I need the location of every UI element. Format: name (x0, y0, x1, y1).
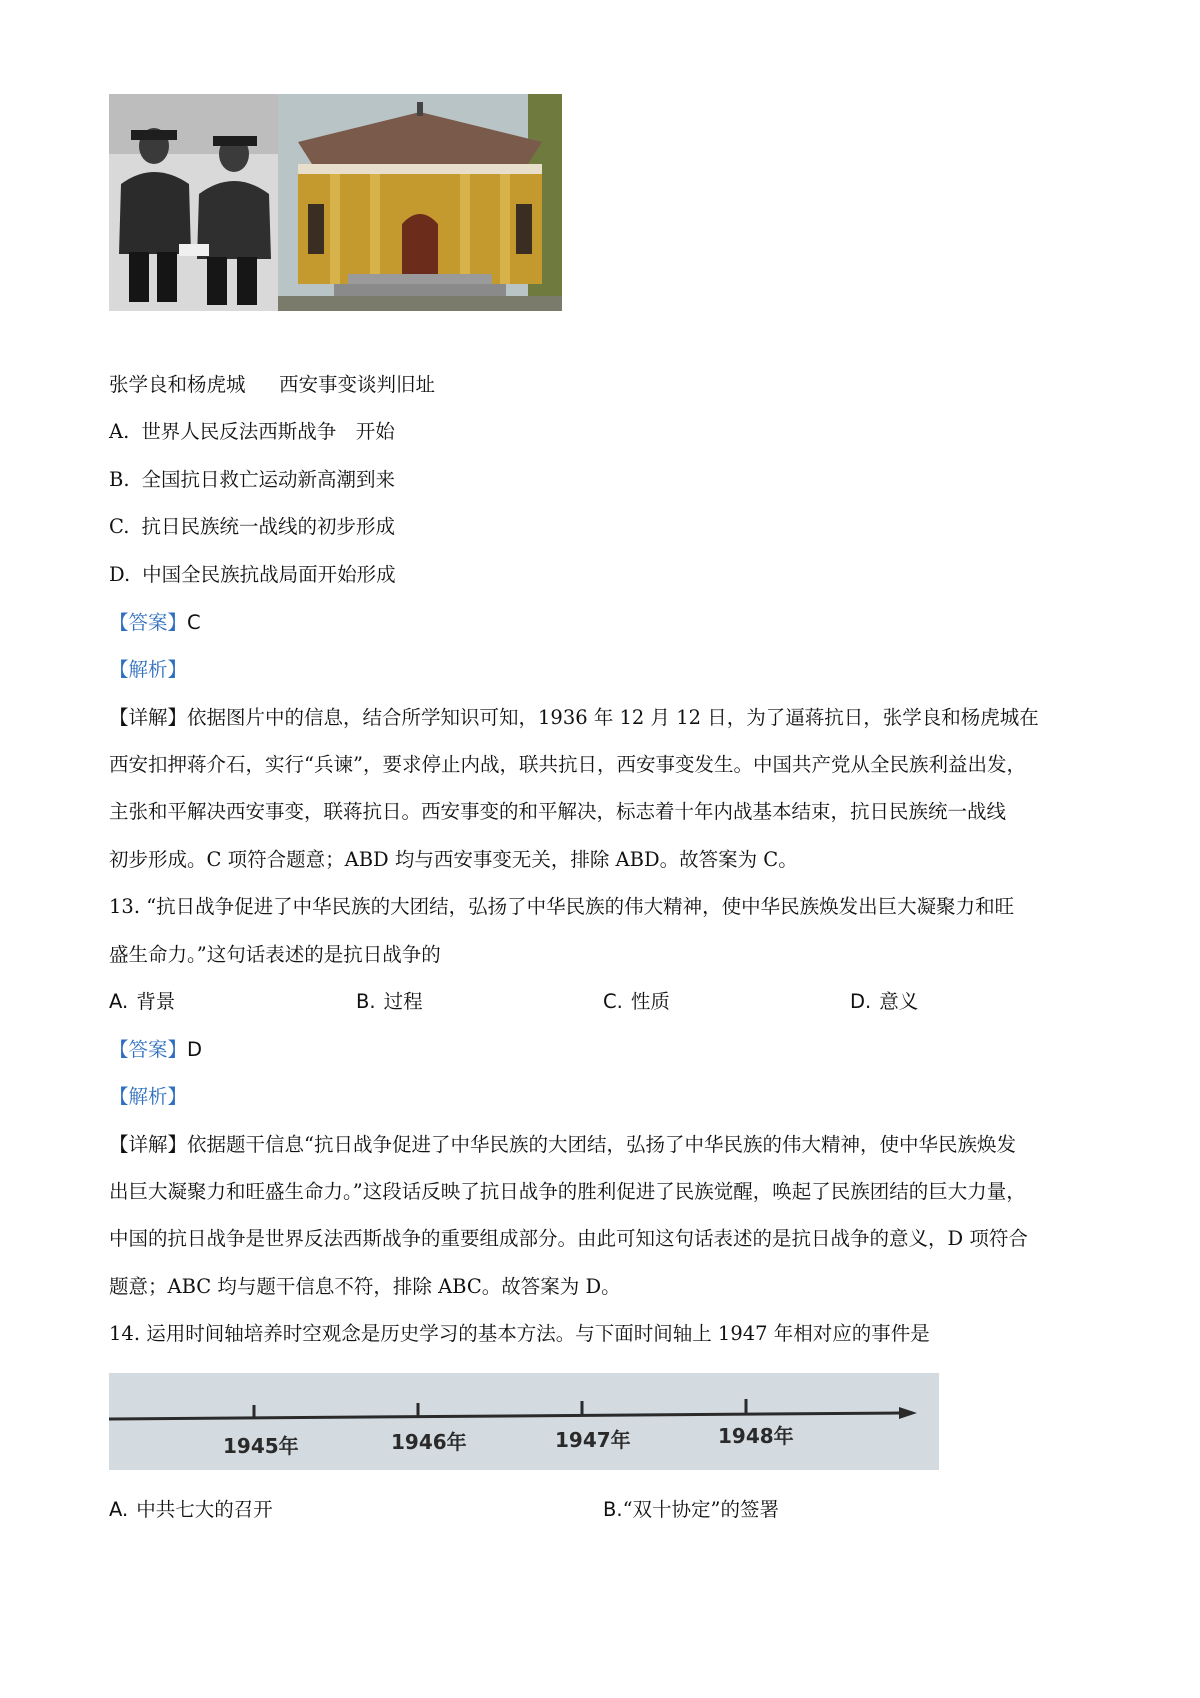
answer-value: C (187, 611, 201, 634)
answer-tag: 【答案】 (109, 611, 188, 634)
option-letter: A. (109, 1498, 129, 1521)
option-text: 背景 (136, 990, 176, 1013)
q13-detail-line-2: 出巨大凝聚力和旺盛生命力。”这段话反映了抗日战争的胜利促进了民族觉醒，唤起了民族团结的巨大力量， (109, 1180, 1026, 1203)
option-text: 性质 (630, 990, 670, 1013)
option-letter: D. (109, 563, 131, 586)
option-text: 世界人民反法西斯战争 开始 (141, 420, 395, 443)
option-letter: C. (109, 515, 130, 538)
q12-detail-line-2: 西安扣押蒋介石，实行“兵谏”，要求停止内战，联共抗日，西安事变发生。中国共产党从全民族利益出发， (109, 753, 1026, 776)
photo-zhang-yang (109, 94, 278, 311)
q13-option-c (603, 992, 670, 1012)
q13-analysis-tag: 【解析】 (109, 1085, 188, 1108)
photo-xian-incident-site (278, 94, 562, 311)
option-text: 全国抗日救亡运动新高潮到来 (141, 468, 396, 491)
q12-detail-line-1: 【详解】依据图片中的信息，结合所学知识可知，1936 年 12 月 12 日，为了逼蒋抗日，张学良和杨虎城在 (109, 706, 1039, 729)
q14-stem: 14. 运用时间轴培养时空观念是历史学习的基本方法。与下面时间轴上 1947 年相对应的事件是 (109, 1322, 930, 1345)
q12-option-b (109, 470, 395, 490)
answer-tag: 【答案】 (109, 1038, 188, 1061)
option-text: 抗日民族统一战线的初步形成 (141, 515, 395, 538)
answer-value: D (187, 1038, 203, 1061)
q14-option-a (109, 1500, 273, 1520)
option-letter: B. (109, 468, 130, 491)
photo-xian-site-drawing (278, 94, 562, 311)
q12-analysis-tag: 【解析】 (109, 658, 188, 681)
option-text: “双十协定”的签署 (622, 1498, 780, 1521)
timeline-image (109, 1373, 939, 1470)
timeline-label-1947: 1947年 (555, 1428, 631, 1452)
q12-detail-line-4: 初步形成。C 项符合题意；ABD 均与西安事变无关，排除 ABD。故答案为 C。 (109, 848, 798, 871)
timeline-label-1945: 1945年 (223, 1434, 299, 1458)
q13-detail-line-1: 【详解】依据题干信息“抗日战争促进了中华民族的大团结，弘扬了中华民族的伟大精神，使中华民族焕发 (109, 1133, 1016, 1156)
option-text: 中国全民族抗战局面开始形成 (142, 563, 396, 586)
q12-detail-line-3: 主张和平解决西安事变，联蒋抗日。西安事变的和平解决，标志着十年内战基本结束，抗日民族统一战线 (109, 800, 1007, 823)
q13-stem-line-2: 盛生命力。”这句话表述的是抗日战争的 (109, 943, 441, 966)
option-letter: B. (356, 990, 376, 1013)
timeline-label-1948: 1948年 (718, 1424, 794, 1448)
q13-option-d (850, 992, 918, 1012)
q13-option-a (109, 992, 175, 1012)
option-letter: A. (109, 990, 129, 1013)
option-text: 过程 (383, 990, 423, 1013)
q13-option-b (356, 992, 423, 1012)
caption-left: 张学良和杨虎城 (109, 373, 246, 396)
q12-option-c (109, 517, 395, 537)
q12-answer-line (109, 613, 201, 633)
option-letter: C. (603, 990, 623, 1013)
q13-stem-line-1: 13. “抗日战争促进了中华民族的大团结，弘扬了中华民族的伟大精神，使中华民族焕发出巨大凝聚力和旺 (109, 895, 1015, 918)
timeline-label-1946: 1946年 (391, 1430, 467, 1454)
q13-detail-line-3: 中国的抗日战争是世界反法西斯战争的重要组成部分。由此可知这句话表述的是抗日战争的意义，D 项符合 (109, 1227, 1028, 1250)
q14-option-b (603, 1500, 779, 1520)
photo-zhang-yang-drawing (109, 94, 278, 311)
option-text: 意义 (879, 990, 919, 1013)
option-letter: B. (603, 1498, 623, 1521)
q13-detail-line-4: 题意；ABC 均与题干信息不符，排除 ABC。故答案为 D。 (109, 1275, 621, 1298)
timeline-drawing (109, 1373, 939, 1470)
q12-option-a (109, 422, 395, 442)
caption-right: 西安事变谈判旧址 (279, 373, 436, 396)
q13-answer-line (109, 1040, 202, 1060)
option-letter: D. (850, 990, 872, 1013)
q12-option-d (109, 565, 396, 585)
option-letter: A. (109, 420, 130, 443)
option-text: 中共七大的召开 (136, 1498, 273, 1521)
